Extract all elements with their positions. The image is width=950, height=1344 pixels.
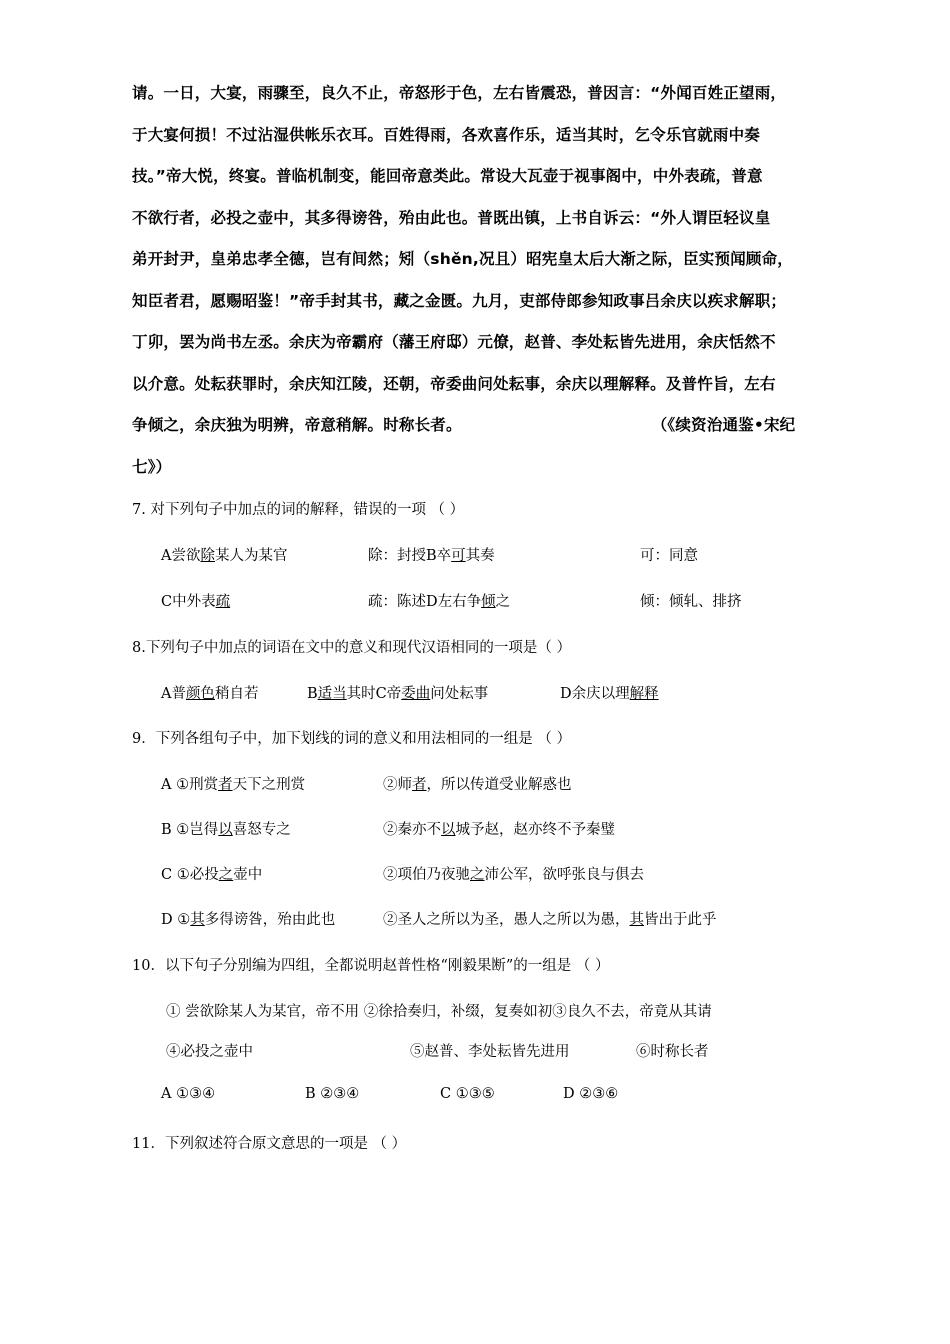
passage-line: 知臣者君，愿赐昭鉴！”帝手封其书，藏之金匮。九月，吏部侍郎参知政事吕余庆以疾求解职；: [132, 291, 787, 310]
dotted-word: 倾: [481, 594, 496, 610]
q10-statement-6: ⑥时称长者: [636, 1044, 709, 1060]
passage-line: [132, 405, 822, 447]
q9-option-a1: A ①刑赏者天下之刑赏: [161, 777, 306, 793]
q10-option-b: B ②③④: [305, 1086, 360, 1102]
q10-statements-row1: ① 尝欲除某人为某官，帝不用 ②徐拾奏归，补缀，复奏如初③良久不去，帝竟从其请: [166, 1004, 712, 1020]
dotted-word: 适当: [317, 686, 347, 702]
q7-option-d: 疏：陈述D左右争倾之: [368, 594, 511, 610]
q8-option-a: A普颜色稍自若: [161, 686, 259, 702]
q10-option-a: A ①③④: [161, 1086, 216, 1102]
classical-passage: [132, 73, 822, 488]
q9-option-a2: ②师者，所以传道受业解惑也: [383, 777, 572, 793]
q11-stem: 11．下列叙述符合原文意思的一项是 （ ）: [132, 1136, 407, 1152]
q7-stem: 7. 对下列句子中加点的词的解释，错误的一项 （ ）: [132, 502, 465, 518]
passage-source-cont: 七》）: [132, 457, 172, 476]
passage-last-text: 争倾之，余庆独为明辨，帝意稍解。时称长者。: [132, 416, 462, 434]
dotted-word: 委曲: [401, 686, 431, 702]
q8-stem: 8.下列句子中加点的词语在文中的意义和现代汉语相同的一项是（ ）: [132, 640, 571, 656]
q7-gloss-b: 可：同意: [640, 548, 698, 564]
q8-option-bc: B适当其时C帝委曲问处耘事: [307, 686, 489, 702]
underlined-word: 者: [218, 777, 233, 793]
passage-line: 弟开封尹，皇弟忠孝全德，岂有间然；矧（shěn,况且）昭宪皇太后大渐之际，臣实预闻顾命，: [132, 250, 793, 268]
dotted-word: 疏: [215, 594, 231, 610]
passage-line: 于大宴何损！不过沾湿供帐乐衣耳。百姓得雨，各欢喜作乐，适当其时，乞令乐官就雨中奏: [132, 125, 761, 144]
passage-line: 技。”帝大悦，终宴。普临机制变，能回帝意类此。常设大瓦壶于视事阁中，中外表疏，普意: [132, 167, 763, 185]
passage-line: 以介意。处耘获罪时，余庆知江陵，还朝，帝委曲问处耘事，余庆以理解释。及普忤旨，左右: [132, 374, 776, 393]
dotted-word: 解释: [629, 686, 659, 702]
q9-option-b1: B ①岂得以喜怒专之: [161, 822, 291, 838]
dotted-word: 除: [200, 548, 215, 564]
q9-option-c2: ②项伯乃夜驰之沛公军，欲呼张良与俱去: [383, 867, 644, 883]
passage-line: 丁卯，罢为尚书左丞。余庆为帝霸府（藩王府邸）元僚，赵普、李处耘皆先进用，余庆恬然不: [132, 333, 776, 351]
underlined-word: 者: [412, 777, 427, 793]
q9-option-b2: ②秦亦不以城予赵，赵亦终不予秦璧: [383, 822, 615, 838]
underlined-word: 以: [441, 822, 456, 838]
passage-line: 请。一日，大宴，雨骤至，良久不止，帝怒形于色，左右皆震恐，普因言：“外闻百姓正望雨，: [132, 84, 787, 102]
q10-stem: 10．以下句子分别编为四组，全都说明赵普性格“刚毅果断”的一组是 （ ）: [132, 958, 610, 974]
q10-statement-5: ⑤赵普、李处耘皆先进用: [410, 1044, 570, 1060]
q7-option-c: C中外表疏: [161, 594, 231, 610]
passage-line: 不欲行者，必投之壶中，其多得谤咎，殆由此也。普既出镇，上书自诉云：“外人谓臣轻议皇: [132, 208, 771, 227]
q9-option-c1: C ①必投之壶中: [161, 867, 263, 883]
q7-option-a: A尝欲除某人为某官: [161, 548, 288, 564]
dotted-word: 可: [451, 548, 466, 564]
underlined-word: 其: [629, 912, 644, 928]
q9-stem: 9．下列各组句子中，加下划线的词的意义和用法相同的一组是 （ ）: [132, 731, 571, 747]
q9-option-d2: ②圣人之所以为圣，愚人之所以为愚，其皆出于此乎: [383, 912, 717, 928]
passage-source: （《续资治通鉴•宋纪: [651, 416, 796, 434]
dotted-word: 颜色: [185, 686, 215, 702]
underlined-word: 以: [218, 822, 233, 838]
q10-option-d: D ②③⑥: [563, 1086, 619, 1102]
q8-option-d: D余庆以理解释: [560, 686, 659, 702]
q9-option-d1: D ①其多得谤咎，殆由此也: [161, 912, 336, 928]
q7-gloss-d: 倾：倾轧、排挤: [640, 594, 742, 610]
q10-statement-4: ④必投之壶中: [166, 1044, 253, 1060]
underlined-word: 其: [190, 912, 205, 928]
q7-option-b: 除：封授B卒可其奏: [368, 548, 495, 564]
q10-option-c: C ①③⑤: [440, 1086, 495, 1102]
underlined-word: 之: [470, 867, 485, 883]
underlined-word: 之: [218, 867, 234, 883]
